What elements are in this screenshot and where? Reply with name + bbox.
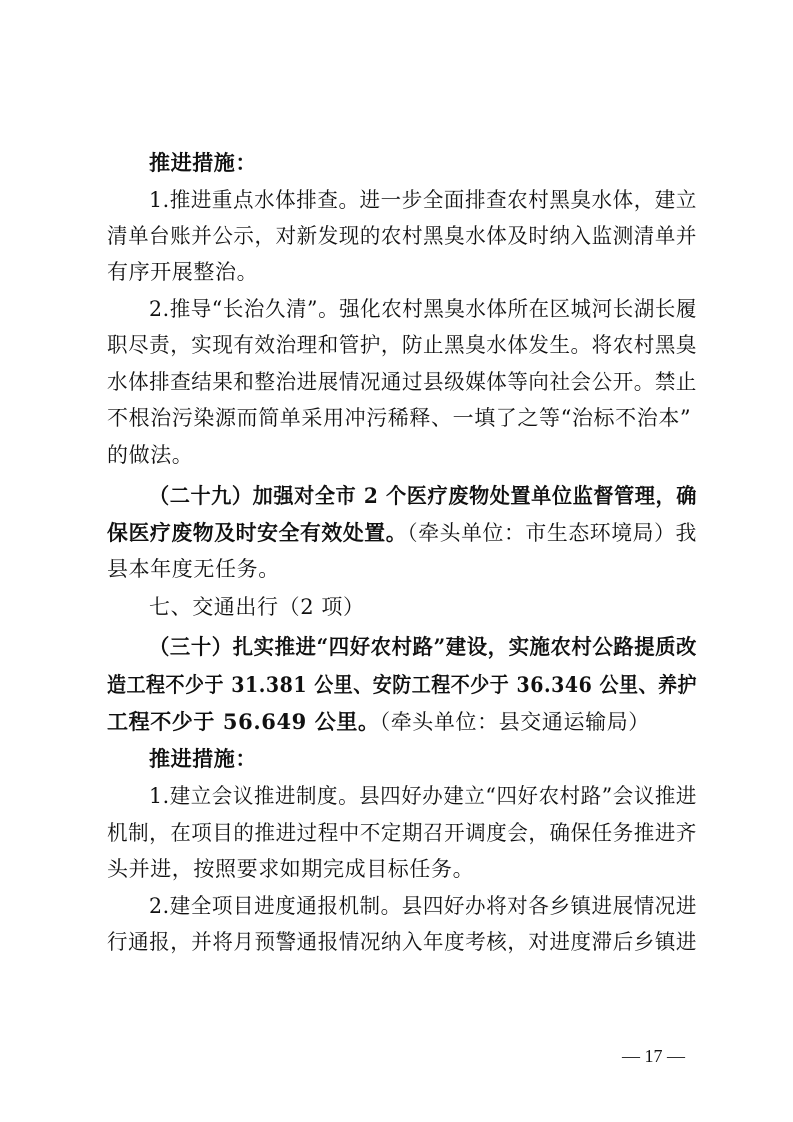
text-line [4, 781, 777, 811]
text-run: 清单台账并公示，对新发现的农村黑臭水体及时纳入监测清单并 [107, 224, 697, 248]
text-line [6, 481, 767, 511]
text-line [5, 632, 774, 662]
text-line [0, 554, 793, 584]
text-line [3, 818, 777, 848]
bold-text-run: 推进措施： [149, 150, 257, 175]
text-run: 2.推导“长治久清”。强化农村黑臭水体所在区城河长湖长履 [149, 297, 697, 321]
page-number: — 17 — [622, 1046, 685, 1066]
text-line [0, 148, 793, 178]
text-line [3, 330, 777, 360]
bold-text-run: 造工程不少于 31.381 公里、安防工程不少于 36.346 公里、养护 [107, 672, 698, 697]
text-run: 七、交通出行（2 项） [149, 595, 365, 619]
text-run: 2.建全项目进度通报机制。县四好办将对各乡镇进展情况进 [149, 894, 697, 918]
text-line [3, 927, 777, 957]
text-run: 县本年度无任务。 [107, 557, 280, 581]
text-line [3, 367, 777, 397]
bold-text-run: （二十九）加强对全市 2 个医疗废物处置单位监督管理，确 [149, 483, 697, 508]
text-line [4, 185, 778, 215]
text-run: 头并进，按照要求如期完成目标任务。 [107, 857, 475, 881]
text-run: 水体排查结果和整治进展情况通过县级媒体等向社会公开。禁止 [107, 370, 697, 394]
bold-text-run: （三十）扎实推进“四好农村路”建设，实施农村公路提质改 [149, 634, 698, 659]
text-run: （牵头单位：市生态环境局）我 [407, 521, 697, 545]
text-line [1, 518, 788, 548]
text-run: 机制，在项目的推进过程中不定期召开调度会，确保任务推进齐 [107, 821, 697, 845]
text-run: （牵头单位：县交通运输局） [379, 710, 650, 734]
bold-text-run: 工程不少于 56.649 公里。 [107, 709, 380, 734]
text-run: 有序开展整治。 [107, 260, 259, 284]
text-run: 职尽责，实现有效治理和管护，防止黑臭水体发生。将农村黑臭 [107, 333, 697, 357]
text-line [0, 744, 793, 774]
bold-text-run: 推进措施： [149, 746, 257, 771]
text-line [0, 440, 793, 470]
text-line [10, 670, 726, 700]
text-line [0, 257, 793, 287]
text-line [0, 707, 793, 737]
text-line [4, 294, 777, 324]
text-run: 行通报，并将月预警通报情况纳入年度考核，对进度滞后乡镇进 [107, 930, 697, 954]
text-line [0, 854, 793, 884]
text-run: 的做法。 [107, 443, 194, 467]
text-line [4, 891, 778, 921]
bold-text-run: 保医疗废物及时安全有效处置。 [107, 520, 408, 545]
text-line [0, 403, 793, 433]
text-run: 1.建立会议推进制度。县四好办建立“四好农村路”会议推进 [149, 784, 697, 808]
text-run: 1.推进重点水体排查。进一步全面排查农村黑臭水体，建立 [149, 188, 697, 212]
text-run: 不根治污染源而简单采用冲污稀释、一填了之等“治标不治本” [107, 406, 692, 430]
text-line [0, 592, 793, 622]
text-line [3, 221, 777, 251]
